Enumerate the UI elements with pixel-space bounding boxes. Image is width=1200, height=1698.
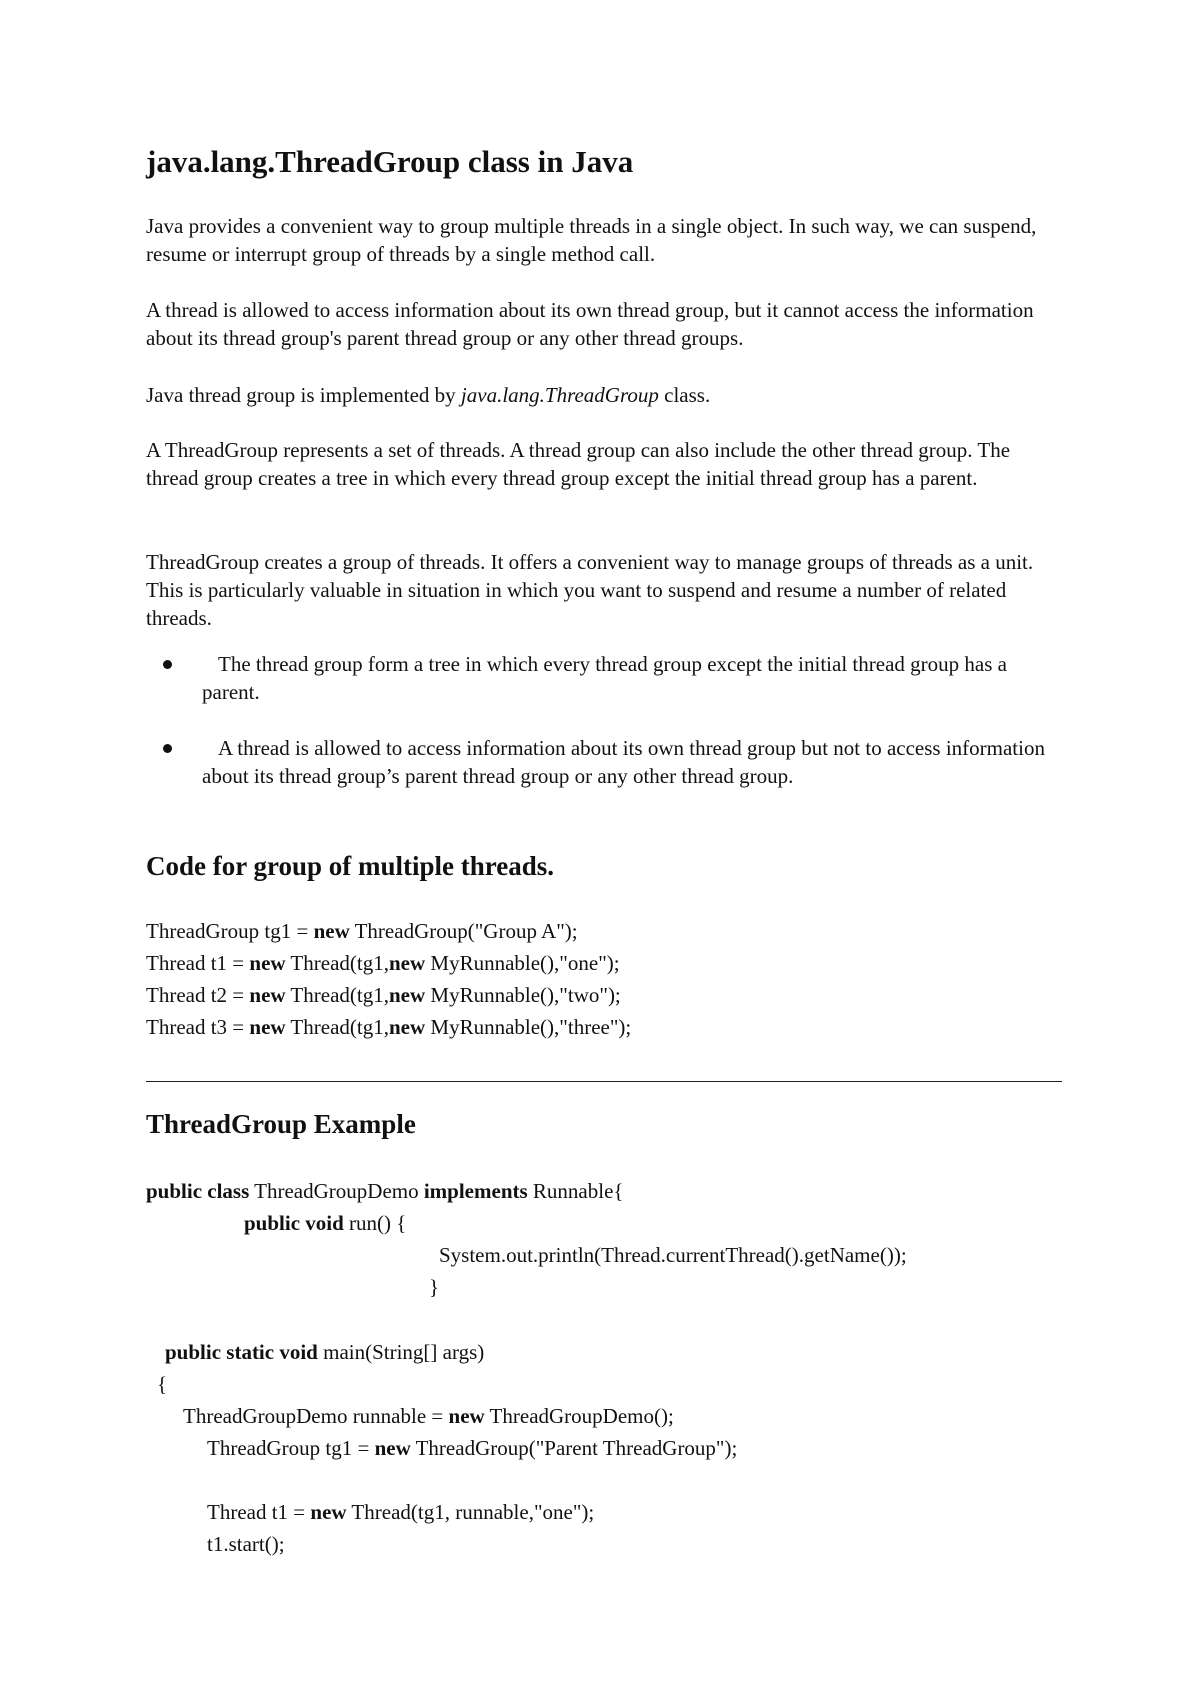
code-keyword: new (374, 1436, 411, 1460)
code-keyword: new (310, 1500, 347, 1524)
code-keyword: public class (146, 1179, 250, 1203)
code-line (146, 1177, 623, 1205)
code-text: Thread(tg1, (285, 1015, 389, 1039)
code-text: Thread(tg1, runnable,"one"); (346, 1500, 595, 1524)
section-heading-example: ThreadGroup Example (146, 1109, 416, 1139)
code-keyword: public void (244, 1211, 344, 1235)
page-title: java.lang.ThreadGroup class in Java (146, 144, 634, 179)
code-text: Thread(tg1, (285, 983, 389, 1007)
code-keyword: implements (423, 1179, 528, 1203)
code-keyword: new (249, 1015, 286, 1039)
paragraph-access: A thread is allowed to access information about its own thread group, but it cannot access the information about its thread group's parent thread group or any other thread groups. (146, 298, 1034, 350)
code-text: MyRunnable(),"two"); (425, 983, 621, 1007)
paragraph-implementation (146, 381, 1066, 409)
code-text: Thread t2 = (146, 983, 250, 1007)
code-line (146, 917, 578, 945)
code-text: Thread(tg1, (285, 951, 389, 975)
code-line (146, 949, 620, 977)
code-line (165, 1338, 484, 1366)
code-keyword: new (388, 983, 426, 1007)
code-line (146, 981, 621, 1009)
code-text: run() { (343, 1211, 407, 1235)
code-text: ThreadGroupDemo (249, 1179, 424, 1203)
code-text: Thread t3 = (146, 1015, 250, 1039)
paragraph-implementation-after: class. (658, 383, 711, 407)
code-text: main(String[] args) (317, 1340, 485, 1364)
code-keyword: new (249, 951, 286, 975)
code-text: Runnable{ (527, 1179, 624, 1203)
code-line (146, 1013, 631, 1041)
code-text: ThreadGroup tg1 = (146, 919, 314, 943)
bullet-icon (163, 660, 172, 669)
paragraph-implementation-before: Java thread group is implemented by (146, 383, 461, 407)
code-keyword: new (249, 983, 286, 1007)
bullet-icon (163, 744, 172, 753)
code-keyword: public static void (165, 1340, 318, 1364)
code-text: Thread t1 = (146, 951, 250, 975)
section-heading-code-group: Code for group of multiple threads. (146, 851, 555, 881)
code-line (207, 1498, 594, 1526)
code-text: MyRunnable(),"one"); (425, 951, 620, 975)
code-line: t1.start(); (207, 1532, 285, 1556)
code-line (183, 1402, 674, 1430)
list-item (146, 734, 1066, 790)
code-line: System.out.println(Thread.currentThread().getName()); (439, 1243, 907, 1267)
code-keyword: new (448, 1404, 485, 1428)
code-text: ThreadGroup("Group A"); (349, 919, 578, 943)
paragraph-threadgroup-tree: A ThreadGroup represents a set of threads. A thread group can also include the other thread group. The thread group creates a tree in which every thread group except the initial thread group has a parent. (146, 438, 1011, 490)
code-text: ThreadGroup tg1 = (207, 1436, 375, 1460)
code-keyword: new (313, 919, 350, 943)
code-text: ThreadGroup("Parent ThreadGroup"); (410, 1436, 738, 1460)
code-keyword: new (388, 1015, 426, 1039)
code-text: ThreadGroupDemo(); (484, 1404, 674, 1428)
list-item-text: A thread is allowed to access information about its own thread group but not to access information about its thread group’s parent thread group or any other thread group. (202, 736, 1045, 788)
class-name-italic: java.lang.ThreadGroup (460, 383, 659, 407)
code-text: ThreadGroupDemo runnable = (183, 1404, 449, 1428)
paragraph-threadgroup-unit: ThreadGroup creates a group of threads. It offers a convenient way to manage groups of threads as a unit. This is particularly valuable in situation in which you want to suspend and resume a number of related threads. (146, 550, 1034, 630)
code-line (207, 1434, 737, 1462)
code-line: } (429, 1275, 440, 1299)
list-item-text: The thread group form a tree in which every thread group except the initial thread group has a parent. (202, 652, 1007, 704)
code-line: { (157, 1372, 168, 1396)
code-keyword: new (388, 951, 426, 975)
code-line (244, 1209, 406, 1237)
list-item (146, 650, 1066, 706)
code-text: MyRunnable(),"three"); (425, 1015, 632, 1039)
horizontal-divider (146, 1081, 1062, 1082)
paragraph-intro: Java provides a convenient way to group multiple threads in a single object. In such way, we can suspend, resume or interrupt group of threads by a single method call. (146, 214, 1037, 266)
code-text: Thread t1 = (207, 1500, 311, 1524)
